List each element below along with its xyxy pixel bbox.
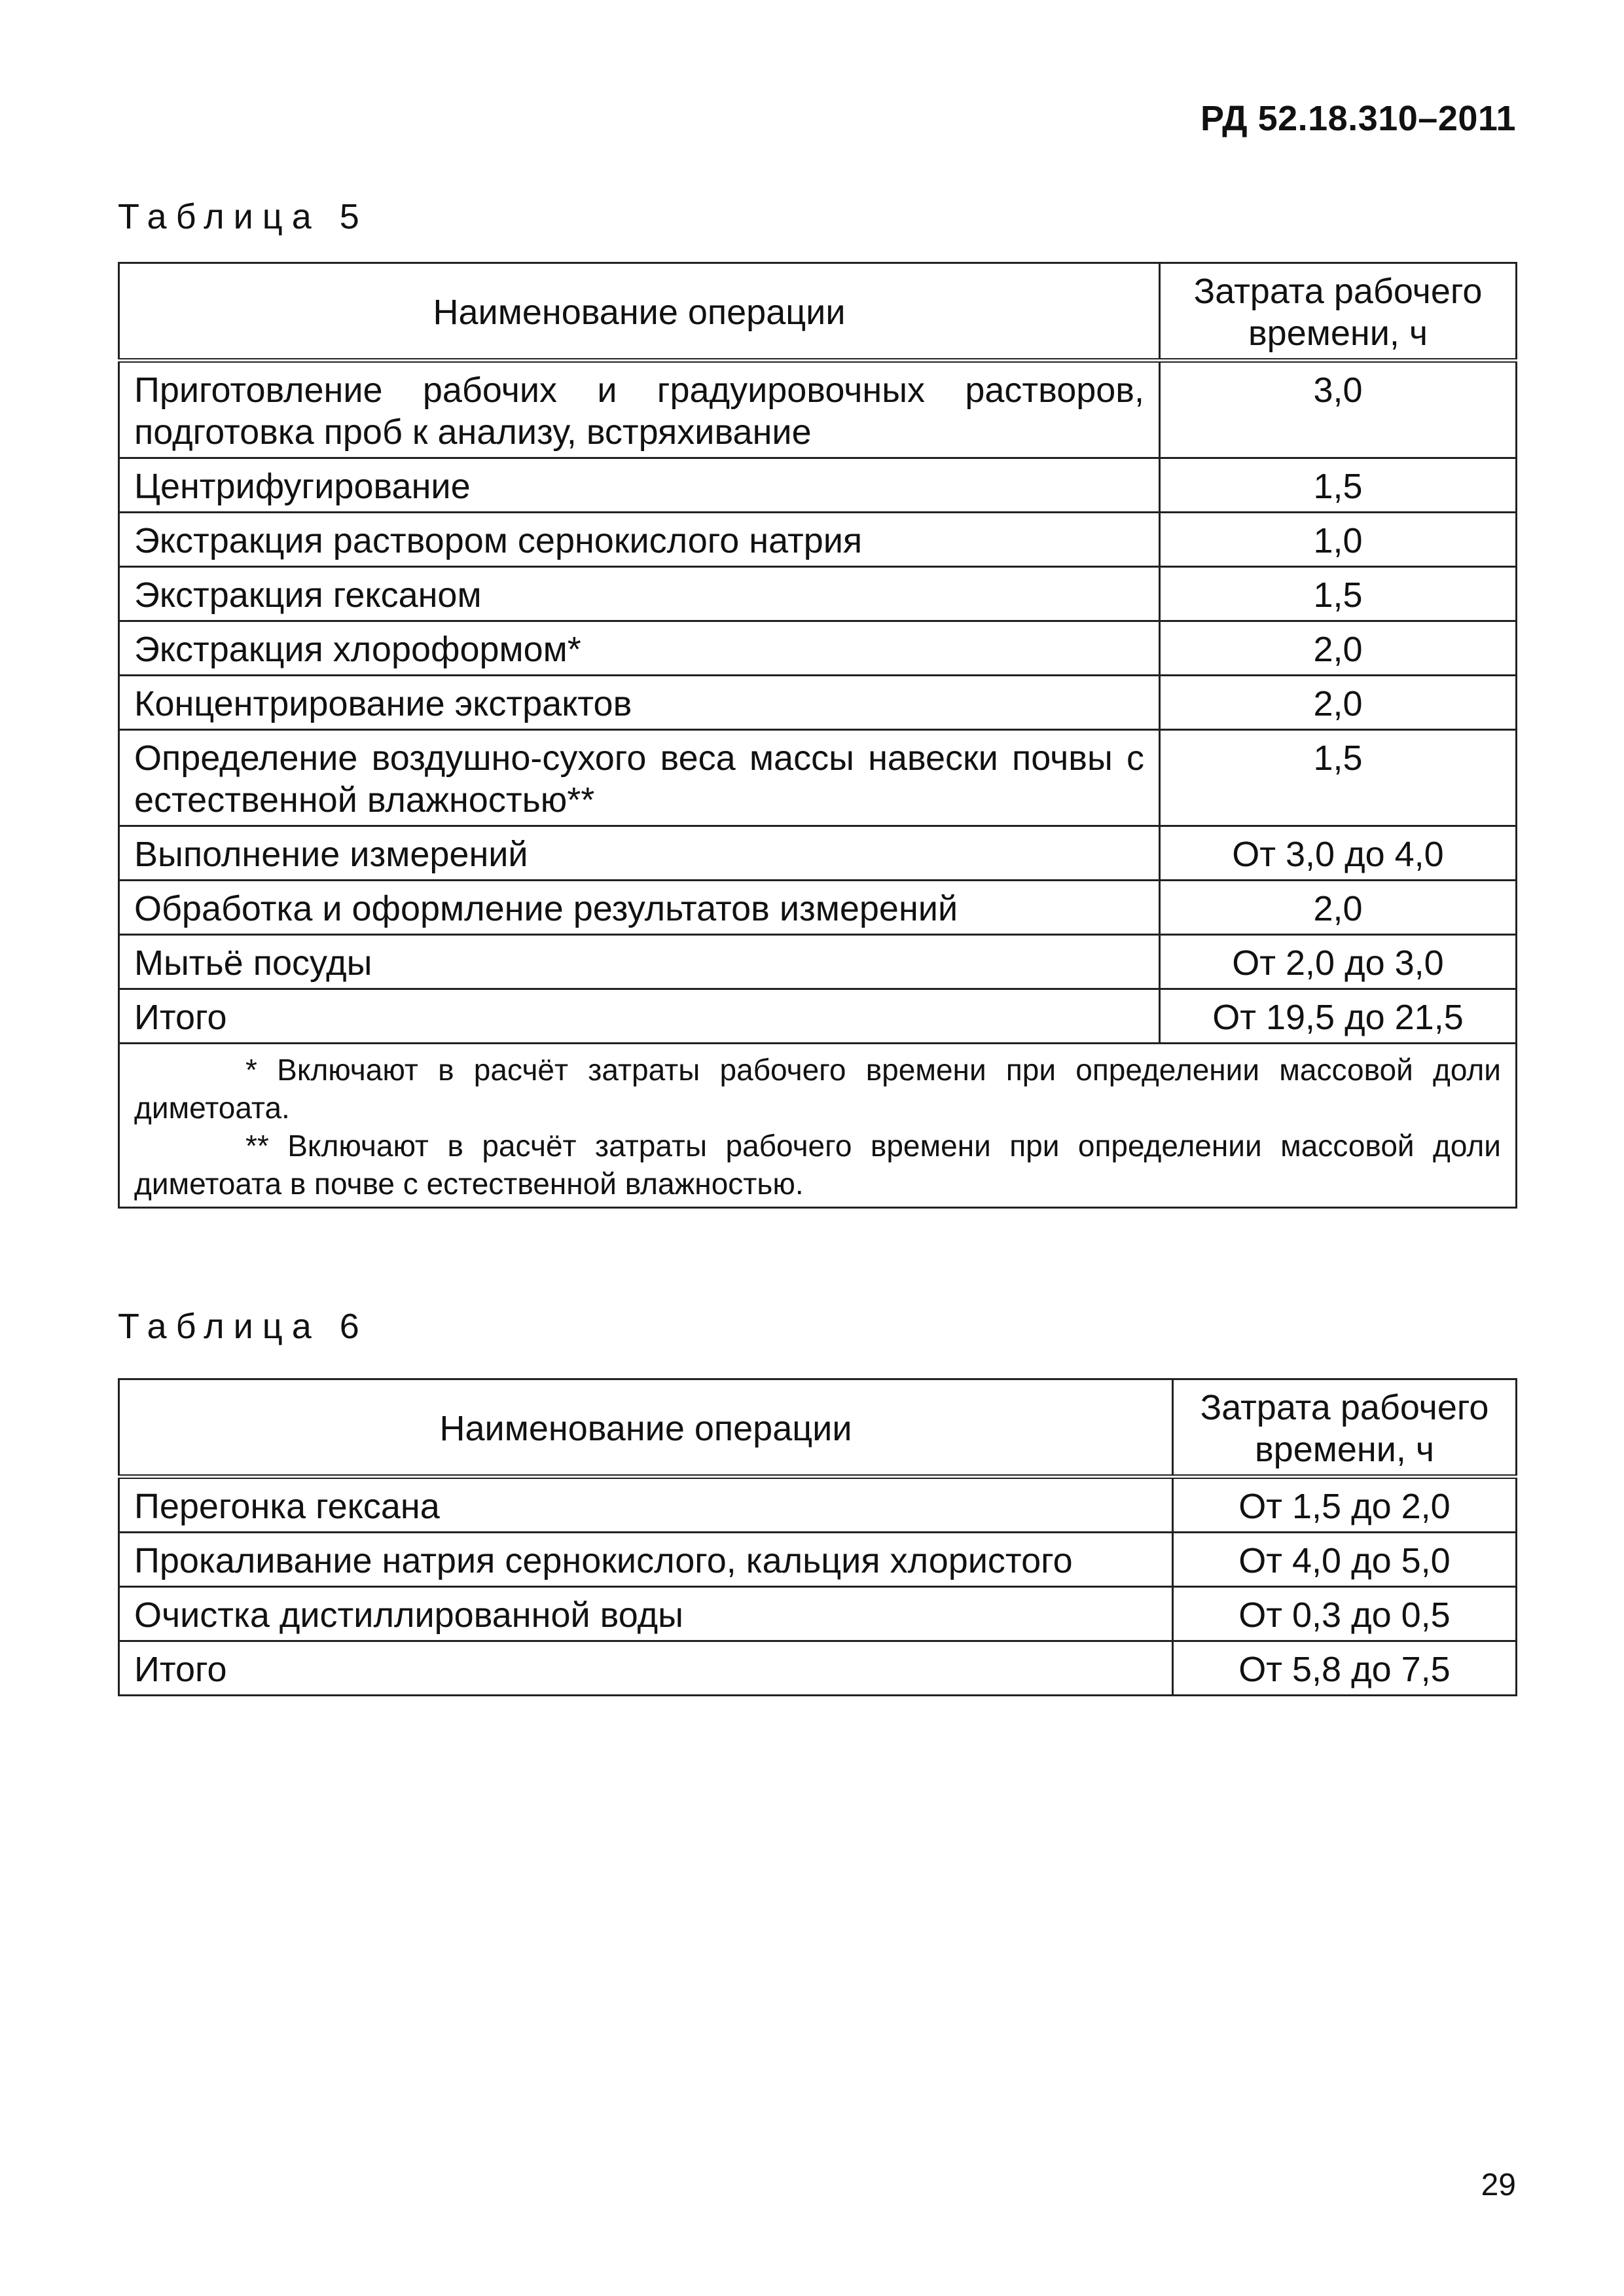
table-5 bbox=[118, 262, 1517, 1209]
operation-name: Очистка дистиллированной воды bbox=[119, 1587, 1173, 1641]
column-header-time: Затрата рабочего времени, ч bbox=[1173, 1379, 1517, 1477]
table-notes-row bbox=[119, 1044, 1517, 1208]
table-row bbox=[119, 458, 1517, 513]
table-row bbox=[119, 621, 1517, 676]
time-value: 2,0 bbox=[1160, 621, 1517, 676]
page-number: 29 bbox=[1481, 2168, 1516, 2202]
column-header-operation: Наименование операции bbox=[119, 263, 1160, 361]
table-5-caption: Таблица 5 bbox=[118, 197, 369, 236]
time-value: От 19,5 до 21,5 bbox=[1160, 989, 1517, 1044]
table-row bbox=[119, 1477, 1517, 1533]
operation-name: Центрифугирование bbox=[119, 458, 1160, 513]
table-row bbox=[119, 1533, 1517, 1587]
table-row bbox=[119, 730, 1517, 826]
footnote-1: * Включают в расчёт затраты рабочего времени при определении массовой доли диметоата. bbox=[134, 1053, 1501, 1125]
operation-name: Итого bbox=[119, 1641, 1173, 1696]
time-value: 1,5 bbox=[1160, 730, 1517, 826]
table-header-row bbox=[119, 263, 1517, 361]
operation-name: Концентрирование экстрактов bbox=[119, 676, 1160, 730]
table-header-row bbox=[119, 1379, 1517, 1477]
time-value: От 3,0 до 4,0 bbox=[1160, 826, 1517, 881]
table-row bbox=[119, 361, 1517, 458]
time-value: От 0,3 до 0,5 bbox=[1173, 1587, 1517, 1641]
table-row bbox=[119, 881, 1517, 935]
footnote-2: ** Включают в расчёт затраты рабочего времени при определении массовой доли диметоата в почве с естественной влажностью. bbox=[134, 1129, 1501, 1201]
table-total-row bbox=[119, 1641, 1517, 1696]
table-row bbox=[119, 567, 1517, 621]
table-row bbox=[119, 935, 1517, 989]
document-code: РД 52.18.310–2011 bbox=[1200, 99, 1516, 138]
operation-name: Экстракция хлороформом* bbox=[119, 621, 1160, 676]
table-6-caption: Таблица 6 bbox=[118, 1307, 369, 1346]
operation-name: Выполнение измерений bbox=[119, 826, 1160, 881]
operation-name: Экстракция раствором сернокислого натрия bbox=[119, 513, 1160, 567]
column-header-time: Затрата рабочего времени, ч bbox=[1160, 263, 1517, 361]
time-value: От 4,0 до 5,0 bbox=[1173, 1533, 1517, 1587]
table-6 bbox=[118, 1378, 1517, 1696]
operation-name: Прокаливание натрия сернокислого, кальция хлористого bbox=[119, 1533, 1173, 1587]
column-header-operation: Наименование операции bbox=[119, 1379, 1173, 1477]
table-row bbox=[119, 826, 1517, 881]
table-total-row bbox=[119, 989, 1517, 1044]
time-value: 1,5 bbox=[1160, 567, 1517, 621]
operation-name: Экстракция гексаном bbox=[119, 567, 1160, 621]
operation-name: Мытьё посуды bbox=[119, 935, 1160, 989]
operation-name: Перегонка гексана bbox=[119, 1477, 1173, 1533]
table-notes bbox=[119, 1044, 1517, 1208]
time-value: 2,0 bbox=[1160, 881, 1517, 935]
time-value: 1,0 bbox=[1160, 513, 1517, 567]
time-value: От 5,8 до 7,5 bbox=[1173, 1641, 1517, 1696]
time-value: 1,5 bbox=[1160, 458, 1517, 513]
time-value: 3,0 bbox=[1160, 361, 1517, 458]
time-value: От 1,5 до 2,0 bbox=[1173, 1477, 1517, 1533]
table-row bbox=[119, 513, 1517, 567]
operation-name: Обработка и оформление результатов измерений bbox=[119, 881, 1160, 935]
table-row bbox=[119, 676, 1517, 730]
operation-name: Итого bbox=[119, 989, 1160, 1044]
table-row bbox=[119, 1587, 1517, 1641]
operation-name: Приготовление рабочих и градуировочных растворов, подготовка проб к анализу, встряхивание bbox=[119, 361, 1160, 458]
time-value: От 2,0 до 3,0 bbox=[1160, 935, 1517, 989]
operation-name: Определение воздушно-сухого веса массы навески почвы с естественной влажностью** bbox=[119, 730, 1160, 826]
time-value: 2,0 bbox=[1160, 676, 1517, 730]
